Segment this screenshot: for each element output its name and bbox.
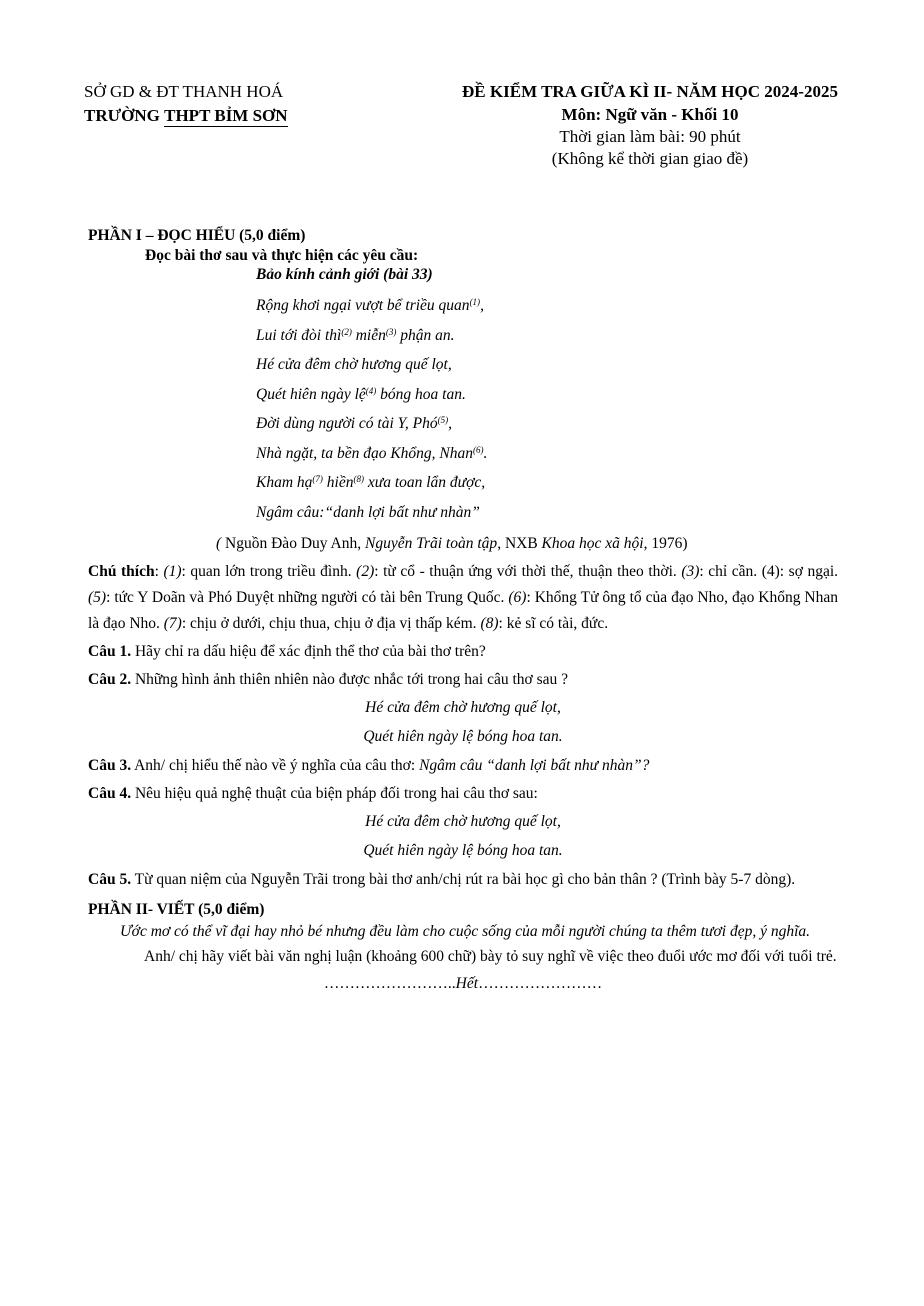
source-text: , NXB [497,535,542,552]
poem-text: Đời dùng người có tài Y, Phó [256,415,438,432]
exam-body [88,226,838,995]
note-text: : Khổng Tử ông tổ của đạo Nho, đạo Khổng Nhan là đạo Nho. [88,589,839,632]
poem-line-5 [256,409,838,439]
question-text: Anh/ chị hiểu thế nào về ý nghĩa của câu thơ: [131,757,420,774]
department-name: SỞ GD & ĐT THANH HOÁ [84,82,284,101]
poem-line-6 [256,439,838,469]
footnotes-label: Chú thích [88,563,155,580]
question-2-verse-2: Quét hiên ngày lệ bóng hoa tan. [363,728,563,745]
note-text: : tức Y Doãn và Phó Duyệt những người có tài bên Trung Quốc. [106,589,509,606]
note-text: : quan lớn trong triều đình. [181,563,357,580]
question-5 [88,867,838,893]
question-label: Câu 2. [88,671,132,688]
poem-line-1 [256,291,838,321]
part2-intro: Ước mơ có thể vĩ đại hay nhỏ bé nhưng đều làm cho cuộc sống của mỗi người chúng ta thêm tươi đẹp, ý nghĩa. [120,923,811,940]
poem-text: , [448,415,452,432]
question-quote: Ngâm câu “danh lợi bất như nhàn”? [419,757,650,774]
poem-text: bóng hoa tan. [376,385,466,403]
note-text: : chỉ cần. (4): sợ ngại. [699,563,839,580]
header-right [410,80,890,170]
poem-title: Bảo kính cảnh giới (bài 33) [256,266,433,283]
end-word: Hết [455,975,479,992]
part1-instruction: Đọc bài thơ sau và thực hiện các yêu cầu: [145,247,419,264]
school-name [84,104,414,128]
question-4 [88,781,838,807]
poem-text: Quét hiên ngày lệ [256,385,366,403]
question-4-verse-2: Quét hiên ngày lệ bóng hoa tan. [363,842,563,859]
question-4-verse-1: Hé cửa đêm chờ hương quế lọt, [365,813,561,830]
question-2 [88,667,838,693]
footnote-ref: (2) [341,326,352,337]
footnotes: Chú thích: (1): quan lớn trong triều đình. (2): từ cổ - thuận ứng với thời thế, thuận theo thời. (3): chỉ cần. (4): sợ ngại. (5): tức Y Doãn và Phó Duyệt những người có tài bên Trung Quốc. (6): Khổng Tử ông tổ của đạo Nho, đạo Khổng Nhan là đạo Nho. (7): chịu ở dưới, chịu thua, chịu ở địa vị thấp kém. (8): kẻ sĩ có tài, đức. [88,563,839,632]
source-text: , 1976) [643,535,688,552]
poem-text: phận an. [396,326,455,344]
source-publisher: Khoa học xã hội [541,535,644,552]
question-text: Hãy chỉ ra dấu hiệu để xác định thể thơ của bài thơ trên? [131,643,486,660]
end-dots-left: …………………….. [323,975,456,992]
question-label: Câu 4. [88,785,132,802]
poem-line-7 [256,468,838,498]
note-text: : kẻ sĩ có tài, đức. [498,615,609,632]
poem-text: . [483,444,488,462]
poem-line-4 [256,380,838,410]
poem-line-3: Hé cửa đêm chờ hương quế lọt, [256,356,452,373]
school-prefix: TRƯỜNG [84,106,165,125]
note-text: : từ cổ - thuận ứng với thời thế, thuận theo thời. [374,563,682,580]
exam-title: ĐỀ KIỂM TRA GIỮA KÌ II- NĂM HỌC 2024-2025 [462,82,838,101]
footnote-ref: (3) [385,326,397,337]
footnote-ref: (5) [437,415,449,425]
source-open: ( [216,535,226,552]
note-key: (5) [88,589,107,606]
question-text: Nêu hiệu quả nghệ thuật của biện pháp đối trong hai câu thơ sau: [131,785,538,802]
poem-text: Lui tới đòi thì [256,326,342,344]
question-label: Câu 1. [88,643,132,660]
school-name-underlined: THPT BỈM SƠN [164,106,288,125]
question-3 [88,753,838,779]
footnote-ref: (7) [312,474,323,484]
question-label: Câu 5. [88,871,132,888]
poem-text: miễn [351,326,386,344]
note-key: (7) [163,615,182,632]
note-key: (1) [163,563,182,580]
poem-source [216,533,838,555]
poem-text: Rộng khơi ngại vượt bể triều quan [256,297,470,314]
poem-line-8: Ngâm câu:“danh lợi bất như nhàn” [256,503,480,521]
note-key: (6) [508,589,527,606]
poem-text: xưa toan lẩn được, [363,474,486,491]
poem-text: hiền [322,474,354,491]
note-key: (2) [356,563,375,580]
note-key: (8) [480,615,499,632]
poem-text: Kham hạ [256,474,313,491]
question-1 [88,639,838,665]
part2-task: Anh/ chị hãy viết bài văn nghị luận (khoảng 600 chữ) bày tỏ suy nghĩ về việc theo đuổi ước mơ đối với tuổi trẻ. [144,948,837,965]
poem-line-2 [256,321,838,351]
source-book: Nguyễn Trãi toàn tập [364,535,498,552]
footnote-ref: (1) [469,297,481,307]
part1-title: PHẦN I – ĐỌC HIỂU (5,0 điểm) [88,227,306,244]
note-key: (3) [681,563,700,580]
question-label: Câu 3. [88,757,132,774]
end-marker [88,973,838,995]
footnote-ref: (4) [365,385,377,396]
poem-text: Nhà ngặt, ta bền đạo Khổng, Nhan [256,444,474,462]
poem-text: , [480,297,484,314]
end-dots-right: …………………… [478,975,603,992]
source-text: Nguồn Đào Duy Anh, [225,535,365,552]
poem [256,291,838,527]
exam-subject: Môn: Ngữ văn - Khối 10 [561,105,739,124]
footnote-ref: (8) [353,474,364,484]
question-text: Từ quan niệm của Nguyễn Trãi trong bài thơ anh/chị rút ra bài học gì cho bản thân ? (Trình bày 5-7 dòng). [131,871,796,888]
exam-duration-note: (Không kể thời gian giao đề) [551,149,749,168]
footnote-ref: (6) [473,444,484,455]
exam-duration: Thời gian làm bài: 90 phút [559,127,741,146]
note-text: : chịu ở dưới, chịu thua, chịu ở địa vị thấp kém. [181,615,481,632]
question-2-verse-1: Hé cửa đêm chờ hương quế lọt, [365,699,561,716]
question-text: Những hình ảnh thiên nhiên nào được nhắc tới trong hai câu thơ sau ? [131,671,569,688]
header-left [84,80,414,128]
part2-title: PHẦN II- VIẾT (5,0 điểm) [88,901,265,918]
